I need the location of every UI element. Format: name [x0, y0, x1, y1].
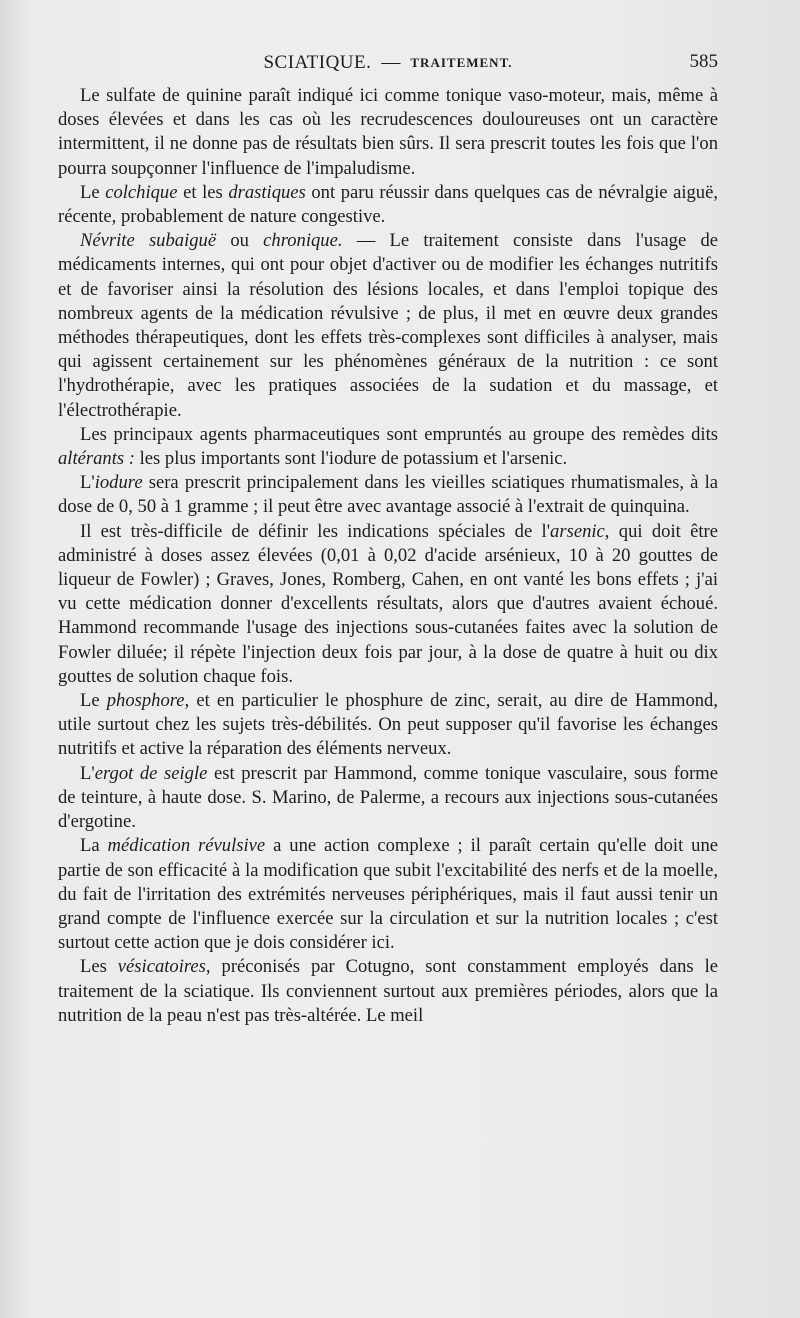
paragraph	[58, 762, 718, 835]
italic-term: altérants :	[58, 448, 135, 470]
paragraph	[58, 181, 718, 229]
italic-term: vésicatoires	[117, 956, 206, 978]
paragraph	[58, 471, 718, 519]
italic-term: ergot de seigle	[94, 762, 208, 784]
italic-term: colchique	[105, 181, 178, 203]
running-header	[58, 48, 718, 78]
body-text	[58, 84, 718, 1028]
text-run: est prescrit par Hammond, comme tonique vasculaire, sous forme de teinture, à haute dose. S. Marino, de Palerme, a recours aux injections sous-cutanées d'ergotine.	[58, 762, 718, 833]
text-run: et les	[177, 181, 229, 203]
italic-term: drastiques	[228, 181, 306, 203]
text-run: , qui doit être administré à doses assez élevées (0,01 à 0,02 d'acide arsénieux, 10 à 20 gouttes de liqueur de Fowler) ; Graves, Jones, Romberg, Cahen, en ont vanté les bons effets ; j'ai vu cette médication donner d'excellents résultats, alors que d'autres avaient échoué. Hammond recommande l'usage des injections sous-cutanées faites avec la solution de Fowler diluée; il répète l'injection deux fois par jour, à la dose de quatre à huit ou dix gouttes de solution chaque fois.	[58, 520, 718, 687]
italic-term: phosphore	[106, 690, 185, 712]
text-run: Les	[80, 956, 118, 978]
paragraph	[58, 955, 718, 1028]
paragraph	[58, 520, 718, 689]
text-run: ont paru réussir dans quelques cas de névralgie aiguë, récente, probablement de nature congestive.	[58, 181, 718, 228]
italic-term: Névrite subaiguë	[80, 230, 217, 252]
text-run: L'	[80, 762, 95, 784]
header-dash: —	[381, 52, 401, 73]
text-run: , et en particulier le phosphure de zinc, serait, au dire de Hammond, utile surtout chez les sujets très-débilités. On peut supposer qu'il favorise les échanges nutritifs et active la réparation des éléments nerveux.	[58, 690, 718, 760]
text-run: ou	[216, 230, 264, 252]
italic-term: chronique.	[263, 230, 343, 252]
paragraph	[58, 423, 718, 471]
paragraph	[58, 689, 718, 762]
italic-term: médication révulsive	[107, 835, 266, 857]
text-run: — Le traitement consiste dans l'usage de médicaments internes, qui ont pour objet d'activer ou de modifier les échanges nutritifs et de favoriser ainsi la résolution des lésions locales, et dans l'emploi topique des nombreux agents de la médication révulsive ; de plus, il met en œuvre deux grandes méthodes thérapeutiques, dont les effets très-complexes sont difficiles à analyser, mais qui agissent certainement sur les phénomènes généraux de la nutrition : ce sont l'hydrothérapie, avec les pratiques associées de la sudation et du massage, et l'électrothérapie.	[58, 230, 719, 421]
text-run: a une action complexe ; il paraît certain qu'elle doit une partie de son efficacité à la modification que subit l'excitabilité des nerfs et de la moelle, du fait de l'irritation des extrémités nerveuses périphériques, mais il faut aussi tenir un grand compte de l'influence exercée sur la circulation et sur la nutrition locales ; c'est surtout cette action que je dois considérer ici.	[58, 835, 718, 954]
text-run: Le	[80, 690, 107, 712]
text-run: Le sulfate de quinine paraît indiqué ici comme tonique vaso-moteur, mais, même à doses élevées et dans les cas où les recrudescences douloureuses ont un caractère intermittent, il ne donne pas de résultats bien sûrs. Il sera prescrit toutes les fois que l'on pourra soupçonner l'influence de l'impaludisme.	[58, 85, 718, 179]
text-run: Les principaux agents pharmaceutiques sont empruntés au groupe des remèdes dits	[80, 423, 718, 445]
page-number: 585	[689, 51, 718, 72]
text-run: Il est très-difficile de définir les indications spéciales de l'	[80, 520, 551, 542]
italic-term: iodure	[94, 472, 143, 494]
text-run: , préconisés par Cotugno, sont constamment employés dans le traitement de la sciatique. Ils conviennent surtout aux premières périodes, alors que la nutrition de la peau n'est pas très-altérée. Le meil	[58, 956, 718, 1026]
text-run: La	[80, 835, 108, 857]
text-run: sera prescrit principalement dans les vieilles sciatiques rhumatismales, à la dose de 0, 50 à 1 gramme ; il peut être avec avantage associé à l'extrait de quinquina.	[58, 472, 718, 518]
paragraph	[58, 229, 718, 423]
paragraph	[58, 84, 718, 181]
running-title: SCIATIQUE.	[263, 52, 372, 73]
italic-term: arsenic	[550, 520, 605, 542]
text-run: les plus importants sont l'iodure de potassium et l'arsenic.	[134, 448, 568, 470]
section-title: TRAITEMENT.	[410, 55, 513, 70]
paragraph	[58, 834, 718, 955]
text-run: Le	[80, 181, 106, 203]
text-run: L'	[80, 472, 95, 494]
